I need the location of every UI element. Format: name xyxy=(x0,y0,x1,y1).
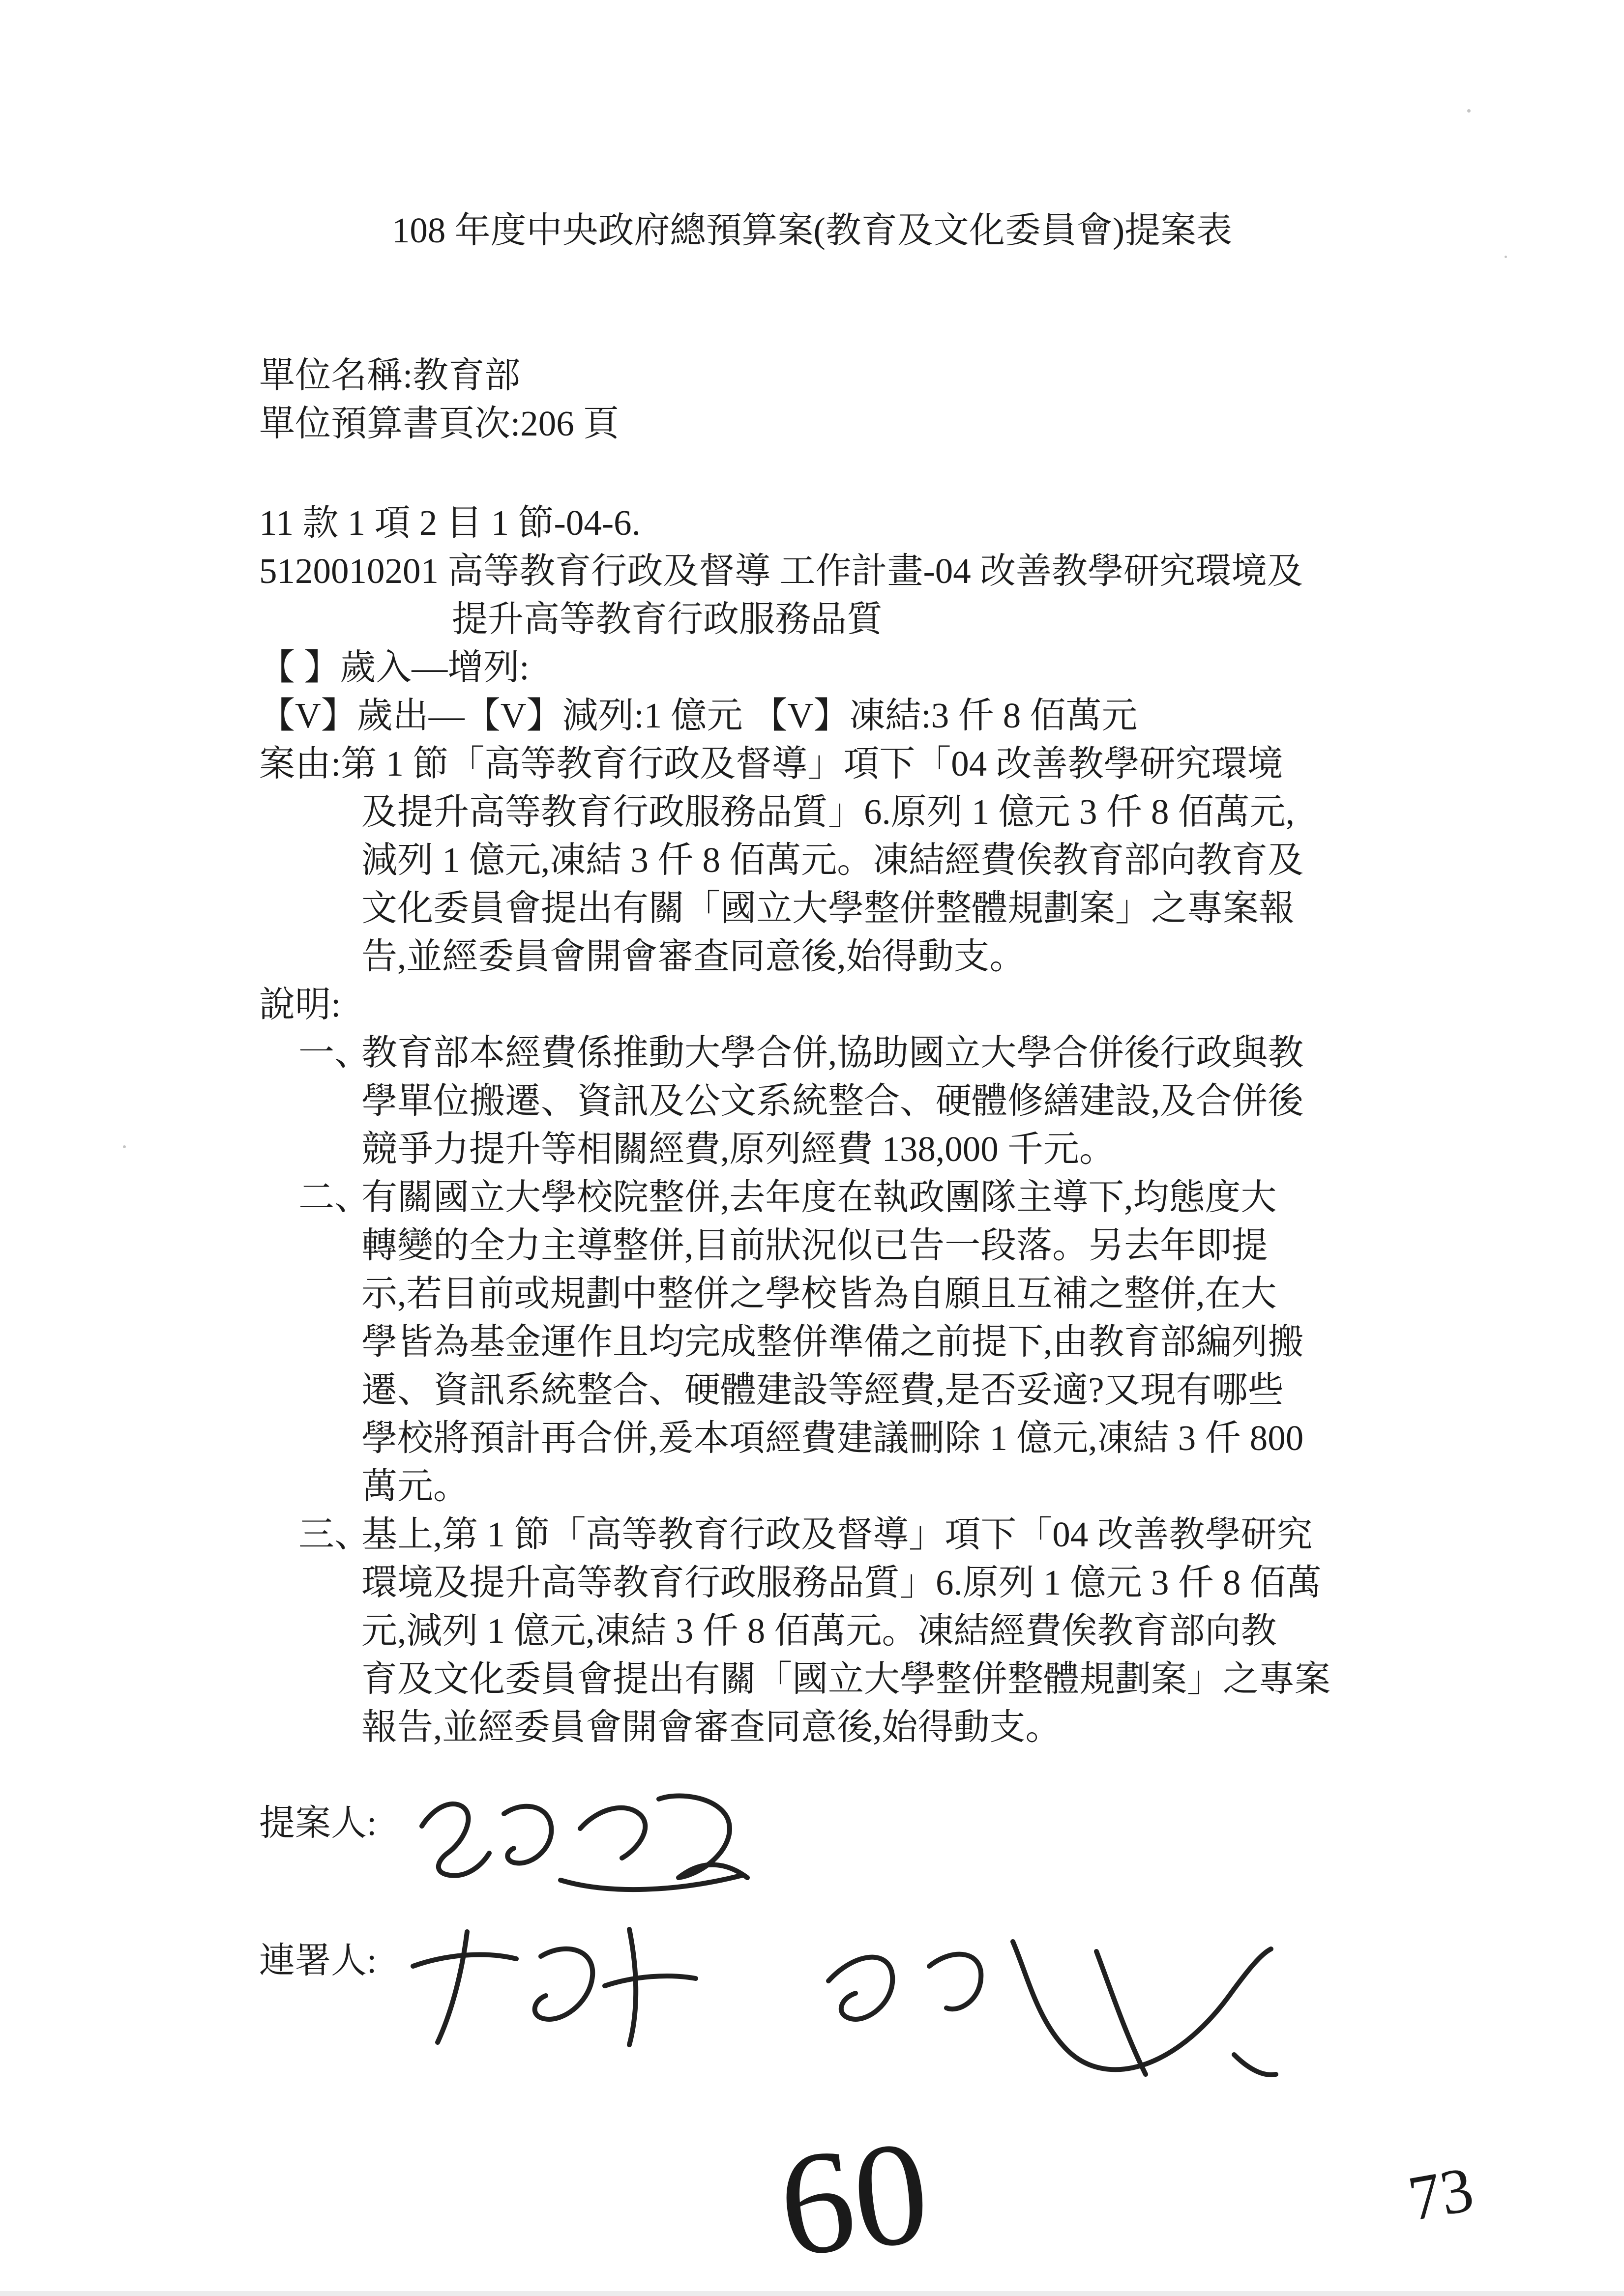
explanation-item-2-line: 學校將預計再合併,爰本項經費建議刪除 1 億元,凍結 3 仟 800 xyxy=(361,1418,1304,1458)
cosigner-signature-1 xyxy=(393,1912,708,2060)
explanation-item-3-line: 元,減列 1 億元,凍結 3 仟 8 佰萬元。凍結經費俟教育部向教 xyxy=(361,1611,1277,1651)
explanation-item-1-line xyxy=(259,1029,1330,1077)
case-line: 文化委員會提出有關「國立大學整併整體規劃案」之專案報 xyxy=(361,888,1295,928)
explanation-item-3-line: 環境及提升高等教育行政服務品質」6.原列 1 億元 3 仟 8 佰萬 xyxy=(361,1563,1322,1602)
budget-item-number-line: 11 款 1 項 2 目 1 節-04-6. xyxy=(259,503,641,543)
explanation-item-1-line: 競爭力提升等相關經費,原列經費 138,000 千元。 xyxy=(361,1129,1115,1169)
item-2-number: 二、 xyxy=(298,1177,370,1217)
explanation-item-2-line: 示,若目前或規劃中整併之學校皆為自願且互補之整併,在大 xyxy=(361,1274,1277,1313)
proposal-body xyxy=(259,499,1330,1751)
case-line: 告,並經委員會開會審查同意後,始得動支。 xyxy=(361,936,1026,976)
item-3-number: 三、 xyxy=(298,1514,370,1554)
case-line: 及提升高等教育行政服務品質」6.原列 1 億元 3 仟 8 佰萬元, xyxy=(361,792,1295,832)
work-plan-line-1: 5120010201 高等教育行政及督導 工作計畫-04 改善教學研究環境及 xyxy=(259,551,1303,591)
explanation-item-2-line: 遷、資訊系統整合、硬體建設等經費,是否妥適?又現有哪些 xyxy=(361,1370,1284,1410)
handwritten-number-60 xyxy=(772,2109,969,2288)
work-plan-line-2: 提升高等教育行政服務品質 xyxy=(452,599,883,639)
case-line: 案由:第 1 節「高等教育行政及督導」項下「04 改善教學研究環境 xyxy=(259,744,1283,784)
item-1-text: 教育部本經費係推動大學合併,協助國立大學合併後行政與教 xyxy=(361,1033,1304,1073)
expenditure-checkbox-line: 【V】歲出—【V】減列:1 億元 【V】凍結:3 仟 8 佰萬元 xyxy=(259,696,1138,735)
unit-budget-page-line: 單位預算書頁次:206 頁 xyxy=(259,404,620,443)
item-1-number: 一、 xyxy=(298,1033,370,1073)
handwritten-60-text: 60 xyxy=(772,2109,936,2288)
unit-name-line: 單位名稱:教育部 xyxy=(259,355,521,395)
scan-speck xyxy=(1505,256,1507,258)
handwritten-number-73 xyxy=(1404,2151,1487,2234)
case-line: 減列 1 億元,凍結 3 仟 8 佰萬元。凍結經費俟教育部向教育及 xyxy=(361,840,1304,880)
explanation-item-3-line: 育及文化委員會提出有關「國立大學整併整體規劃案」之專案 xyxy=(361,1659,1330,1699)
unit-info-block xyxy=(259,351,619,448)
explanation-item-2-line: 轉變的全力主導整併,目前狀況似已告一段落。另去年即提 xyxy=(361,1225,1268,1265)
cosigner-signature-2 xyxy=(801,1907,1293,2104)
scan-edge-artifact xyxy=(0,2291,1624,2296)
scan-speck xyxy=(123,1145,126,1148)
scan-speck xyxy=(1467,109,1471,113)
handwritten-73-text: 73 xyxy=(1403,2153,1479,2235)
item-3-text: 基上,第 1 節「高等教育行政及督導」項下「04 改善教學研究 xyxy=(361,1514,1313,1554)
explanation-label: 說明: xyxy=(259,985,341,1024)
cosigner-label: 連署人: xyxy=(259,1941,377,1980)
document-title: 108 年度中央政府總預算案(教育及文化委員會)提案表 xyxy=(391,210,1233,250)
explanation-item-2-line: 學皆為基金運作且均完成整併準備之前提下,由教育部編列搬 xyxy=(361,1322,1304,1362)
explanation-item-3-line: 報告,並經委員會開會審查同意後,始得動支。 xyxy=(361,1707,1062,1747)
proposer-signature xyxy=(403,1779,757,1907)
proposer-label: 提案人: xyxy=(259,1803,377,1843)
item-2-text: 有關國立大學校院整併,去年度在執政團隊主導下,均態度大 xyxy=(361,1177,1277,1217)
explanation-item-2-line: 萬元。 xyxy=(361,1466,469,1506)
revenue-checkbox-line: 【 】歲入—增列: xyxy=(259,647,530,687)
explanation-item-2-line xyxy=(259,1173,1330,1221)
explanation-item-3-line xyxy=(259,1511,1330,1559)
explanation-item-1-line: 學單位搬遷、資訊及公文系統整合、硬體修繕建設,及合併後 xyxy=(361,1081,1304,1121)
